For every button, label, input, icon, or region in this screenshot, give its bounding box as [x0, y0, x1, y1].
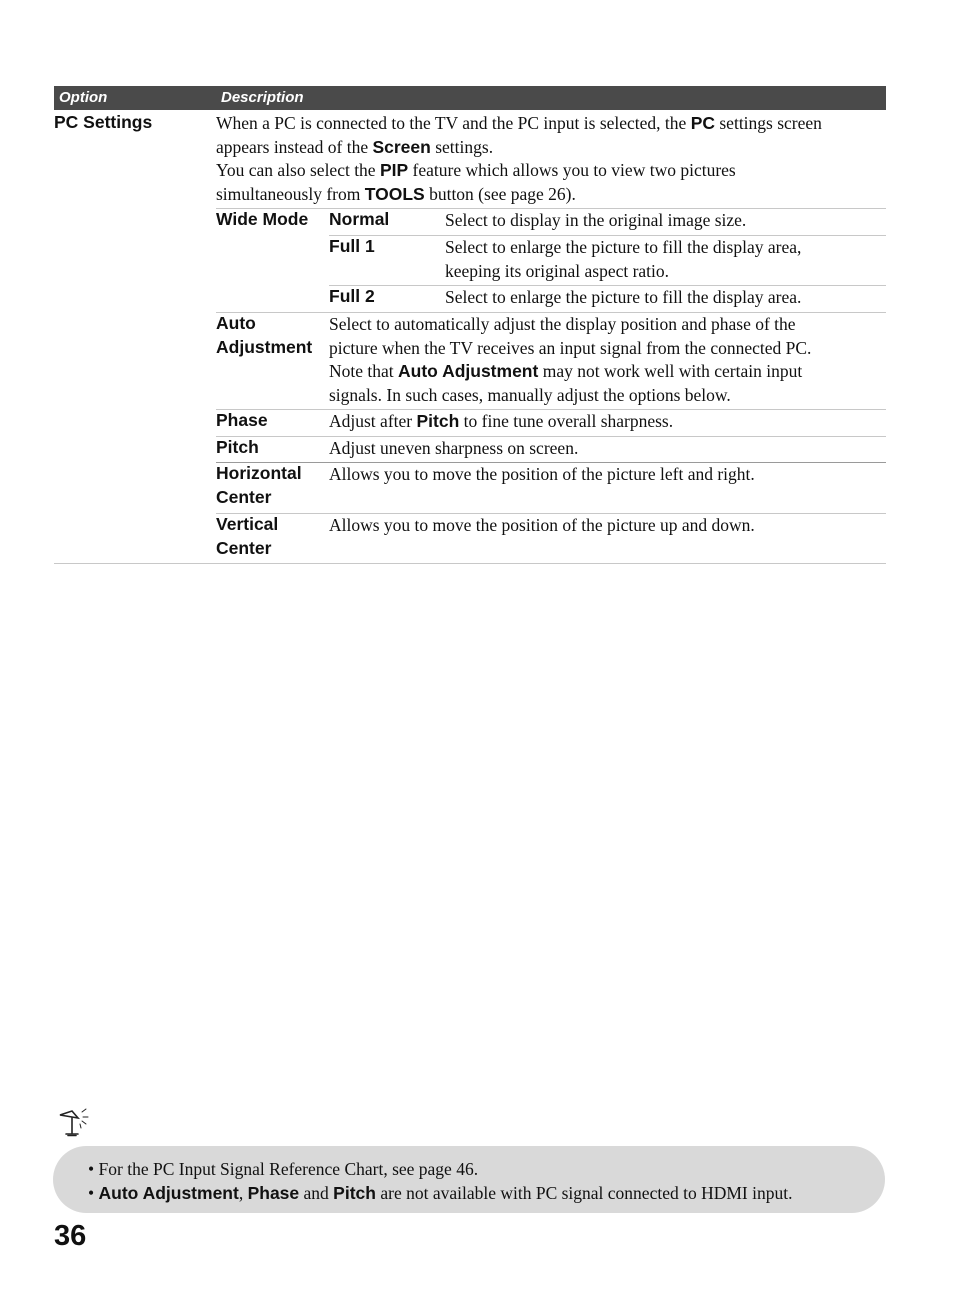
wide-mode-normal-label: Normal	[329, 209, 390, 229]
horizontal-center-desc: Allows you to move the position of the picture left and right.	[329, 464, 755, 484]
column-header-description: Description	[221, 89, 304, 106]
wide-mode-full2-label: Full 2	[329, 286, 375, 306]
table-bottom-rule	[54, 563, 886, 564]
option-pc-settings: PC Settings	[54, 112, 153, 132]
tip-note-1: • For the PC Input Signal Reference Chart, see page 46.	[88, 1159, 479, 1179]
wide-mode-full1-desc: Select to enlarge the picture to fill the display area, keeping its original aspect ratio.	[445, 237, 802, 281]
pitch-desc: Adjust uneven sharpness on screen.	[329, 438, 579, 458]
sub-option-vertical-center: Vertical Center	[216, 514, 279, 558]
sub-option-pitch: Pitch	[216, 437, 259, 457]
sub-option-phase: Phase	[216, 410, 268, 430]
page-number: 36	[54, 1220, 87, 1252]
intro-line-3: You can also select the PIP feature which allows you to view two pictures	[216, 160, 736, 180]
table-header	[54, 86, 886, 110]
intro-line-4: simultaneously from TOOLS button (see page 26).	[216, 183, 576, 204]
vertical-center-desc: Allows you to move the position of the picture up and down.	[329, 515, 755, 535]
intro-line-1: When a PC is connected to the TV and the PC input is selected, the PC settings screen	[216, 113, 822, 133]
sub-option-auto-adjustment: Auto Adjustment	[216, 313, 313, 357]
column-header-option: Option	[59, 89, 108, 106]
phase-desc: Adjust after Pitch to fine tune overall sharpness.	[329, 411, 674, 431]
lamp-icon	[56, 1106, 98, 1140]
pc-settings-intro	[216, 112, 886, 206]
tip-note-2: • Auto Adjustment, Phase and Pitch are not available with PC signal connected to HDMI input.	[88, 1183, 793, 1203]
auto-adjustment-desc: Select to automatically adjust the display position and phase of the picture when the TV receives an input signal from the connected PC. Note that Auto Adjustment may not work well with certain input signals. In such cases, manually adjust the options below.	[329, 314, 812, 405]
wide-mode-full2-desc: Select to enlarge the picture to fill the display area.	[445, 287, 802, 307]
intro-line-2: appears instead of the Screen settings.	[216, 136, 494, 157]
wide-mode-normal-desc: Select to display in the original image size.	[445, 210, 747, 230]
wide-mode-full1-label: Full 1	[329, 236, 375, 256]
sub-option-wide-mode: Wide Mode	[216, 209, 309, 229]
sub-option-horizontal-center: Horizontal Center	[216, 463, 302, 507]
